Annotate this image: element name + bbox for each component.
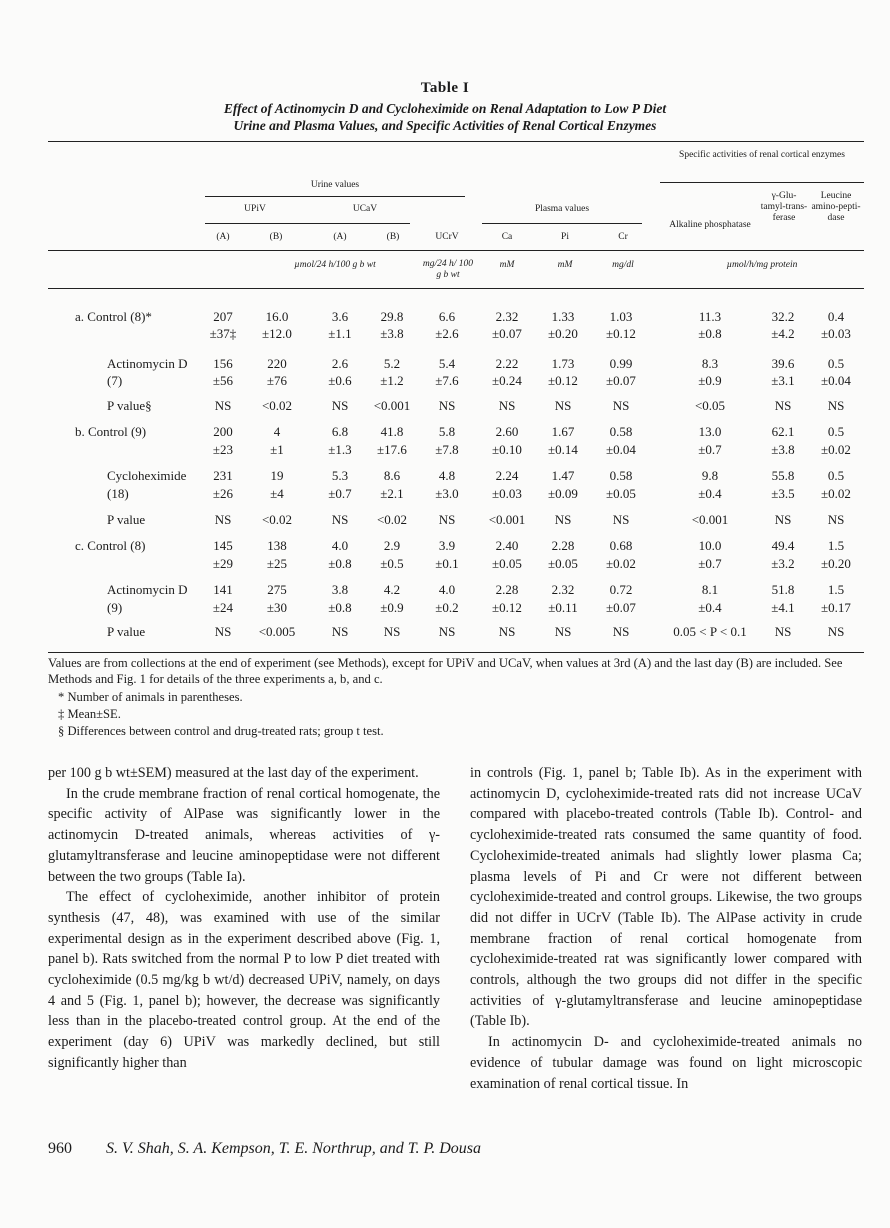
table-cell: 141 bbox=[213, 582, 233, 597]
cr-units: mg/dl bbox=[612, 260, 634, 270]
table-cell: ±7.8 bbox=[435, 442, 459, 457]
table-cell: 138 bbox=[267, 538, 287, 553]
table-cell: ±0.12 bbox=[492, 600, 522, 615]
table-cell: ±0.10 bbox=[492, 442, 522, 457]
table-cell: NS bbox=[774, 512, 792, 527]
table-cell: 9.8 bbox=[701, 468, 719, 483]
table-cell: <0.001 bbox=[488, 512, 526, 527]
table-cell: 5.4 bbox=[438, 356, 456, 371]
table-cell: ±0.6 bbox=[328, 373, 352, 388]
plasma-rule bbox=[482, 223, 642, 224]
table-cell: <0.005 bbox=[258, 624, 296, 639]
table-cell: ±3.0 bbox=[435, 486, 459, 501]
body-right-column bbox=[470, 763, 862, 1094]
table-cell: NS bbox=[554, 512, 572, 527]
table-cell: NS bbox=[612, 512, 630, 527]
plasma-values-header: Plasma values bbox=[534, 204, 590, 214]
table-cell: <0.02 bbox=[261, 398, 293, 413]
urine-values-header: Urine values bbox=[310, 180, 360, 190]
table-cell: ±0.7 bbox=[698, 442, 722, 457]
table-cell: 0.5 bbox=[827, 468, 845, 483]
table-cell: 2.6 bbox=[331, 356, 349, 371]
table-title: Table I bbox=[420, 80, 470, 96]
ca-units: mM bbox=[499, 260, 515, 270]
row-label: Cycloheximide bbox=[107, 468, 187, 483]
table-cell: <0.02 bbox=[261, 512, 293, 527]
table-cell: ±0.09 bbox=[548, 486, 578, 501]
table-cell: 19 bbox=[270, 468, 284, 483]
table-cell: 2.28 bbox=[495, 582, 519, 597]
right-paragraph-1: in controls (Fig. 1, panel b; Table Ib). As in the experiment with actinomycin D, cycloheximide-treated rats did not increase UCaV compared with placebo-treated controls (Table Ib). Control- and cycloheximide-treated rats consumed the same quantity of food. Cycloheximide-treated animals had slightly lower plasma Ca; plasma levels of Pi and Cr were not different between cycloheximide-treated and control groups. Likewise, the two groups did not differ in UCrV (Table Ib). The AlPase activity in crude membrane fraction of renal cortical homogenate from cycloheximide-treated rat was significantly lower compared with controls, although the two groups did not differ in the specific activities of γ-glutamyltransferase and leucine aminopeptidase (Table Ib). bbox=[470, 765, 862, 1030]
table-cell: 32.2 bbox=[771, 309, 795, 324]
table-cell: ±2.6 bbox=[435, 326, 459, 341]
table-cell: ±0.4 bbox=[698, 600, 722, 615]
table-cell: <0.02 bbox=[376, 512, 408, 527]
footnote-3: ‡ Mean±SE. bbox=[58, 707, 121, 721]
table-cell: NS bbox=[554, 624, 572, 639]
table-cell: 8.6 bbox=[383, 468, 401, 483]
table-cell: 0.72 bbox=[609, 582, 633, 597]
table-cell: 4.2 bbox=[383, 582, 401, 597]
table-cell: ±1 bbox=[270, 442, 284, 457]
table-cell: 1.5 bbox=[827, 582, 845, 597]
enzyme-units: µmol/h/mg protein bbox=[726, 260, 798, 270]
header-rule bbox=[48, 250, 864, 251]
table-cell: 0.5 bbox=[827, 424, 845, 439]
ucav-header: UCaV bbox=[352, 204, 378, 214]
table-cell: ±2.1 bbox=[380, 486, 404, 501]
table-cell: ±0.05 bbox=[548, 556, 578, 571]
table-cell: 0.05 < P < 0.1 bbox=[673, 624, 747, 639]
table-cell: NS bbox=[383, 624, 401, 639]
table-cell: 2.28 bbox=[551, 538, 575, 553]
table-cell: ±0.04 bbox=[821, 373, 851, 388]
right-paragraph-2: In actinomycin D- and cycloheximide-treated animals no evidence of tubular damage was found on light microscopic examination of renal cortical tissue. In bbox=[470, 1034, 862, 1092]
table-cell: 207 bbox=[213, 309, 233, 324]
table-cell: ±0.07 bbox=[492, 326, 522, 341]
table-cell: 29.8 bbox=[380, 309, 404, 324]
table-cell: 1.5 bbox=[827, 538, 845, 553]
table-cell: ±0.07 bbox=[606, 373, 636, 388]
table-cell: 1.33 bbox=[551, 309, 575, 324]
table-cell: 0.5 bbox=[827, 356, 845, 371]
table-top-rule bbox=[48, 141, 864, 142]
upiv-header: UPiV bbox=[244, 204, 266, 214]
table-cell: 1.73 bbox=[551, 356, 575, 371]
table-cell: ±56 bbox=[212, 373, 234, 388]
row-label: (7) bbox=[107, 373, 123, 388]
table-cell: ±37‡ bbox=[209, 326, 237, 341]
table-cell: ±0.05 bbox=[492, 556, 522, 571]
table-cell: 16.0 bbox=[265, 309, 289, 324]
table-cell: NS bbox=[498, 398, 516, 413]
table-cell: 5.8 bbox=[438, 424, 456, 439]
table-cell: 62.1 bbox=[771, 424, 795, 439]
table-cell: <0.001 bbox=[373, 398, 411, 413]
table-bottom-rule bbox=[48, 652, 864, 653]
left-paragraph-3: The effect of cycloheximide, another inhibitor of protein synthesis (47, 48), was examined with use of the similar experimental design as in the experiment described above (Fig. 1, panel b). Rats switched from the normal P to low P diet treated with cycloheximide (0.5 mg/kg b wt/d) decreased UPiV, namely, on days 4 and 5 (Fig. 1, panel b); however, the decrease was significantly less than in the placebo-treated control group. At the end of the experiment (day 6) UPiV was markedly declined, but still significantly higher than bbox=[48, 889, 440, 1071]
table-cell: 39.6 bbox=[771, 356, 795, 371]
table-cell: 220 bbox=[267, 356, 287, 371]
table-cell: ±4.2 bbox=[771, 326, 795, 341]
table-cell: 1.47 bbox=[551, 468, 575, 483]
row-label: Actinomycin D bbox=[107, 582, 188, 597]
table-cell: ±1.1 bbox=[328, 326, 352, 341]
table-cell: NS bbox=[827, 512, 845, 527]
table-cell: ±17.6 bbox=[377, 442, 407, 457]
table-cell: 2.24 bbox=[495, 468, 519, 483]
table-cell: ±0.03 bbox=[492, 486, 522, 501]
table-cell: ±0.24 bbox=[492, 373, 522, 388]
table-cell: ±26 bbox=[212, 486, 234, 501]
table-cell: 2.60 bbox=[495, 424, 519, 439]
footnote-2: * Number of animals in parentheses. bbox=[58, 690, 243, 704]
table-cell: ±4.1 bbox=[771, 600, 795, 615]
table-cell: 10.0 bbox=[698, 538, 722, 553]
table-cell: 200 bbox=[213, 424, 233, 439]
table-cell: 5.2 bbox=[383, 356, 401, 371]
table-cell: ±0.9 bbox=[698, 373, 722, 388]
table-cell: 0.4 bbox=[827, 309, 845, 324]
table-cell: ±0.8 bbox=[328, 556, 352, 571]
table-cell: ±12.0 bbox=[262, 326, 292, 341]
table-cell: 1.67 bbox=[551, 424, 575, 439]
table-cell: ±0.8 bbox=[698, 326, 722, 341]
specific-activities-header: Specific activities of renal cortical enzymes bbox=[679, 150, 845, 160]
body-left-column bbox=[48, 763, 440, 1074]
table-cell: NS bbox=[612, 398, 630, 413]
table-cell: 51.8 bbox=[771, 582, 795, 597]
row-label: Actinomycin D bbox=[107, 356, 188, 371]
table-cell: ±4 bbox=[270, 486, 284, 501]
table-cell: 2.22 bbox=[495, 356, 519, 371]
table-cell: NS bbox=[331, 512, 349, 527]
ucrv-units: mg/24 h/ 100 g b wt bbox=[422, 259, 474, 280]
table-cell: ±0.02 bbox=[821, 486, 851, 501]
table-subtitle-1: Effect of Actinomycin D and Cycloheximide on Renal Adaptation to Low P Diet bbox=[223, 101, 667, 116]
glu-header: γ-Glu-tamyl-trans-ferase bbox=[760, 191, 808, 223]
table-cell: NS bbox=[331, 398, 349, 413]
table-cell: NS bbox=[774, 398, 792, 413]
table-cell: ±0.5 bbox=[380, 556, 404, 571]
table-cell: ±76 bbox=[266, 373, 288, 388]
ucav-a-header: (A) bbox=[333, 232, 347, 242]
table-cell: NS bbox=[827, 398, 845, 413]
table-cell: 231 bbox=[213, 468, 233, 483]
table-cell: 6.8 bbox=[331, 424, 349, 439]
urine-rule bbox=[205, 196, 465, 197]
table-cell: ±0.20 bbox=[548, 326, 578, 341]
table-cell: NS bbox=[214, 512, 232, 527]
table-cell: 2.40 bbox=[495, 538, 519, 553]
left-paragraph-1: per 100 g b wt±SEM) measured at the last day of the experiment. bbox=[48, 765, 419, 781]
left-paragraph-2: In the crude membrane fraction of renal cortical homogenate, the specific activity of AlPase was significantly lower in the actinomycin D-treated animals, whereas activities of γ-glutamyltransferase and leucine aminopeptidase were not different between the two groups (Table Ia). bbox=[48, 785, 440, 885]
page-footer bbox=[48, 1140, 481, 1158]
table-cell: ±25 bbox=[266, 556, 288, 571]
table-cell: 2.9 bbox=[383, 538, 401, 553]
table-cell: ±0.4 bbox=[698, 486, 722, 501]
table-cell: ±7.6 bbox=[435, 373, 459, 388]
table-cell: NS bbox=[498, 624, 516, 639]
table-cell: ±29 bbox=[212, 556, 234, 571]
table-cell: ±0.07 bbox=[606, 600, 636, 615]
table-cell: ±0.12 bbox=[606, 326, 636, 341]
table-cell: 3.8 bbox=[331, 582, 349, 597]
row-label: P value bbox=[107, 512, 146, 527]
row-label: P value bbox=[107, 624, 146, 639]
table-cell: 2.32 bbox=[551, 582, 575, 597]
table-cell: ±0.11 bbox=[548, 600, 578, 615]
pi-units: mM bbox=[557, 260, 573, 270]
pi-header: Pi bbox=[561, 232, 569, 242]
table-cell: ±0.17 bbox=[821, 600, 851, 615]
units-rule bbox=[48, 288, 864, 289]
table-subtitle-2: Urine and Plasma Values, and Specific Activities of Renal Cortical Enzymes bbox=[233, 118, 657, 133]
table-cell: ±3.2 bbox=[771, 556, 795, 571]
table-cell: ±0.20 bbox=[821, 556, 851, 571]
row-label: c. Control (8) bbox=[75, 538, 146, 553]
table-cell: <0.001 bbox=[691, 512, 729, 527]
table-cell: ±1.2 bbox=[380, 373, 404, 388]
table-cell: ±3.1 bbox=[771, 373, 795, 388]
enzymes-rule bbox=[660, 182, 864, 183]
leu-header: Leucine amino-pepti-dase bbox=[811, 191, 861, 223]
table-cell: 41.8 bbox=[380, 424, 404, 439]
upiv-a-header: (A) bbox=[216, 232, 230, 242]
row-label: (9) bbox=[107, 600, 123, 615]
table-cell: 6.6 bbox=[438, 309, 456, 324]
table-cell: ±30 bbox=[266, 600, 288, 615]
table-cell: ±0.9 bbox=[380, 600, 404, 615]
table-cell: NS bbox=[554, 398, 572, 413]
upiv-b-header: (B) bbox=[269, 232, 283, 242]
table-cell: ±23 bbox=[212, 442, 234, 457]
table-cell: ±0.14 bbox=[548, 442, 578, 457]
table-cell: ±3.8 bbox=[771, 442, 795, 457]
footnote-1: Values are from collections at the end of experiment (see Methods), except for UPiV and UCaV, when values at 3rd (A) and the last day (B) are included. See Methods and Fig. 1 for details of the three experiments a, b, and c. bbox=[48, 656, 843, 686]
ca-header: Ca bbox=[501, 232, 513, 242]
table-cell: ±0.2 bbox=[435, 600, 459, 615]
page-number: 960 bbox=[48, 1140, 72, 1157]
table-cell: 0.58 bbox=[609, 424, 633, 439]
table-cell: NS bbox=[827, 624, 845, 639]
table-cell: ±0.03 bbox=[821, 326, 851, 341]
table-cell: ±24 bbox=[212, 600, 234, 615]
table-cell: ±3.5 bbox=[771, 486, 795, 501]
table-cell: 4 bbox=[273, 424, 281, 439]
table-cell: 156 bbox=[213, 356, 233, 371]
table-cell: 0.58 bbox=[609, 468, 633, 483]
table-cell: 55.8 bbox=[771, 468, 795, 483]
table-cell: ±0.8 bbox=[328, 600, 352, 615]
table-cell: ±3.8 bbox=[380, 326, 404, 341]
table-cell: 4.0 bbox=[331, 538, 349, 553]
table-cell: ±0.05 bbox=[606, 486, 636, 501]
table-cell: NS bbox=[438, 398, 456, 413]
cr-header: Cr bbox=[618, 232, 628, 242]
table-cell: NS bbox=[331, 624, 349, 639]
row-label: b. Control (9) bbox=[75, 424, 147, 439]
row-label: (18) bbox=[107, 486, 129, 501]
ucav-b-header: (B) bbox=[386, 232, 400, 242]
table-cell: 0.99 bbox=[609, 356, 633, 371]
table-cell: 11.3 bbox=[698, 309, 722, 324]
table-cell: NS bbox=[438, 624, 456, 639]
table-cell: ±0.04 bbox=[606, 442, 636, 457]
urine-units: µmol/24 h/100 g b wt bbox=[294, 260, 376, 270]
table-cell: ±0.02 bbox=[821, 442, 851, 457]
table-cell: <0.05 bbox=[694, 398, 726, 413]
row-label: a. Control (8)* bbox=[75, 309, 152, 324]
row-label: P value§ bbox=[107, 398, 152, 413]
table-cell: 3.9 bbox=[438, 538, 456, 553]
table-cell: NS bbox=[612, 624, 630, 639]
ucrv-header: UCrV bbox=[435, 232, 459, 242]
table-cell: NS bbox=[438, 512, 456, 527]
table-cell: ±0.02 bbox=[606, 556, 636, 571]
table-cell: 0.68 bbox=[609, 538, 633, 553]
table-cell: 8.1 bbox=[701, 582, 719, 597]
table-cell: 4.0 bbox=[438, 582, 456, 597]
alk-header: Alkaline phosphatase bbox=[669, 220, 751, 230]
table-cell: 3.6 bbox=[331, 309, 349, 324]
authors: S. V. Shah, S. A. Kempson, T. E. Northrup, and T. P. Dousa bbox=[106, 1140, 482, 1157]
table-cell: 49.4 bbox=[771, 538, 795, 553]
table-cell: 2.32 bbox=[495, 309, 519, 324]
table-cell: 5.3 bbox=[331, 468, 349, 483]
table-cell: 4.8 bbox=[438, 468, 456, 483]
table-cell: NS bbox=[214, 398, 232, 413]
footnote-4: § Differences between control and drug-treated rats; group t test. bbox=[58, 724, 384, 738]
table-cell: 8.3 bbox=[701, 356, 719, 371]
table-cell: NS bbox=[774, 624, 792, 639]
subgroup-rule bbox=[205, 223, 410, 224]
table-cell: ±0.7 bbox=[328, 486, 352, 501]
table-cell: ±0.1 bbox=[435, 556, 459, 571]
table-cell: 275 bbox=[267, 582, 287, 597]
table-cell: NS bbox=[214, 624, 232, 639]
table-cell: ±0.7 bbox=[698, 556, 722, 571]
table-cell: 145 bbox=[213, 538, 233, 553]
table-cell: ±1.3 bbox=[328, 442, 352, 457]
table-cell: ±0.12 bbox=[548, 373, 578, 388]
table-cell: 13.0 bbox=[698, 424, 722, 439]
table-cell: 1.03 bbox=[609, 309, 633, 324]
